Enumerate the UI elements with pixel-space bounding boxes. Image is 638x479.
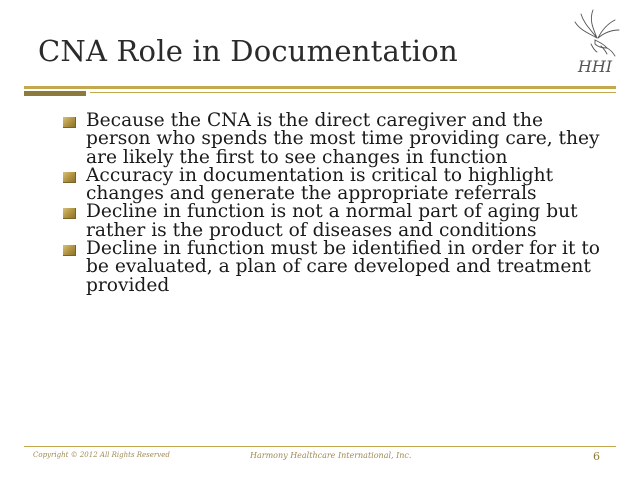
page-number: 6 [593,450,600,463]
title-rule-accent [24,91,86,96]
dove-logo [571,8,623,80]
bullet-item [0,240,606,295]
footer-company: Harmony Healthcare International, Inc. [250,451,412,460]
square-bullet-icon [63,117,76,128]
bullet-text: Accuracy in documentation is critical to highlight changes and generate the appropriate referrals [86,164,554,205]
title-rule [24,86,616,89]
square-bullet-icon [63,245,76,256]
title-rule-thin [90,92,616,93]
bullet-item [0,203,606,240]
footer-copyright: Copyright © 2012 All Rights Reserved [33,451,170,459]
logo-text: HHI [577,57,613,76]
bullet-item [0,164,606,205]
footer-rule [24,446,616,447]
bullet-text: Because the CNA is the direct caregiver and the person who spends the most time providing care, they are likely the first to see changes in function [86,110,600,168]
bullet-text: Decline in function is not a normal part of aging but rather is the product of diseases and conditions [86,201,578,241]
slide-title: CNA Role in Documentation [38,34,458,68]
bullet-text: Decline in function must be identified in order for it to be evaluated, a plan of care developed and treatment provided [86,238,600,296]
bullet-list [0,112,638,295]
square-bullet-icon [63,172,76,183]
bullet-item [0,112,606,167]
square-bullet-icon [63,208,76,219]
